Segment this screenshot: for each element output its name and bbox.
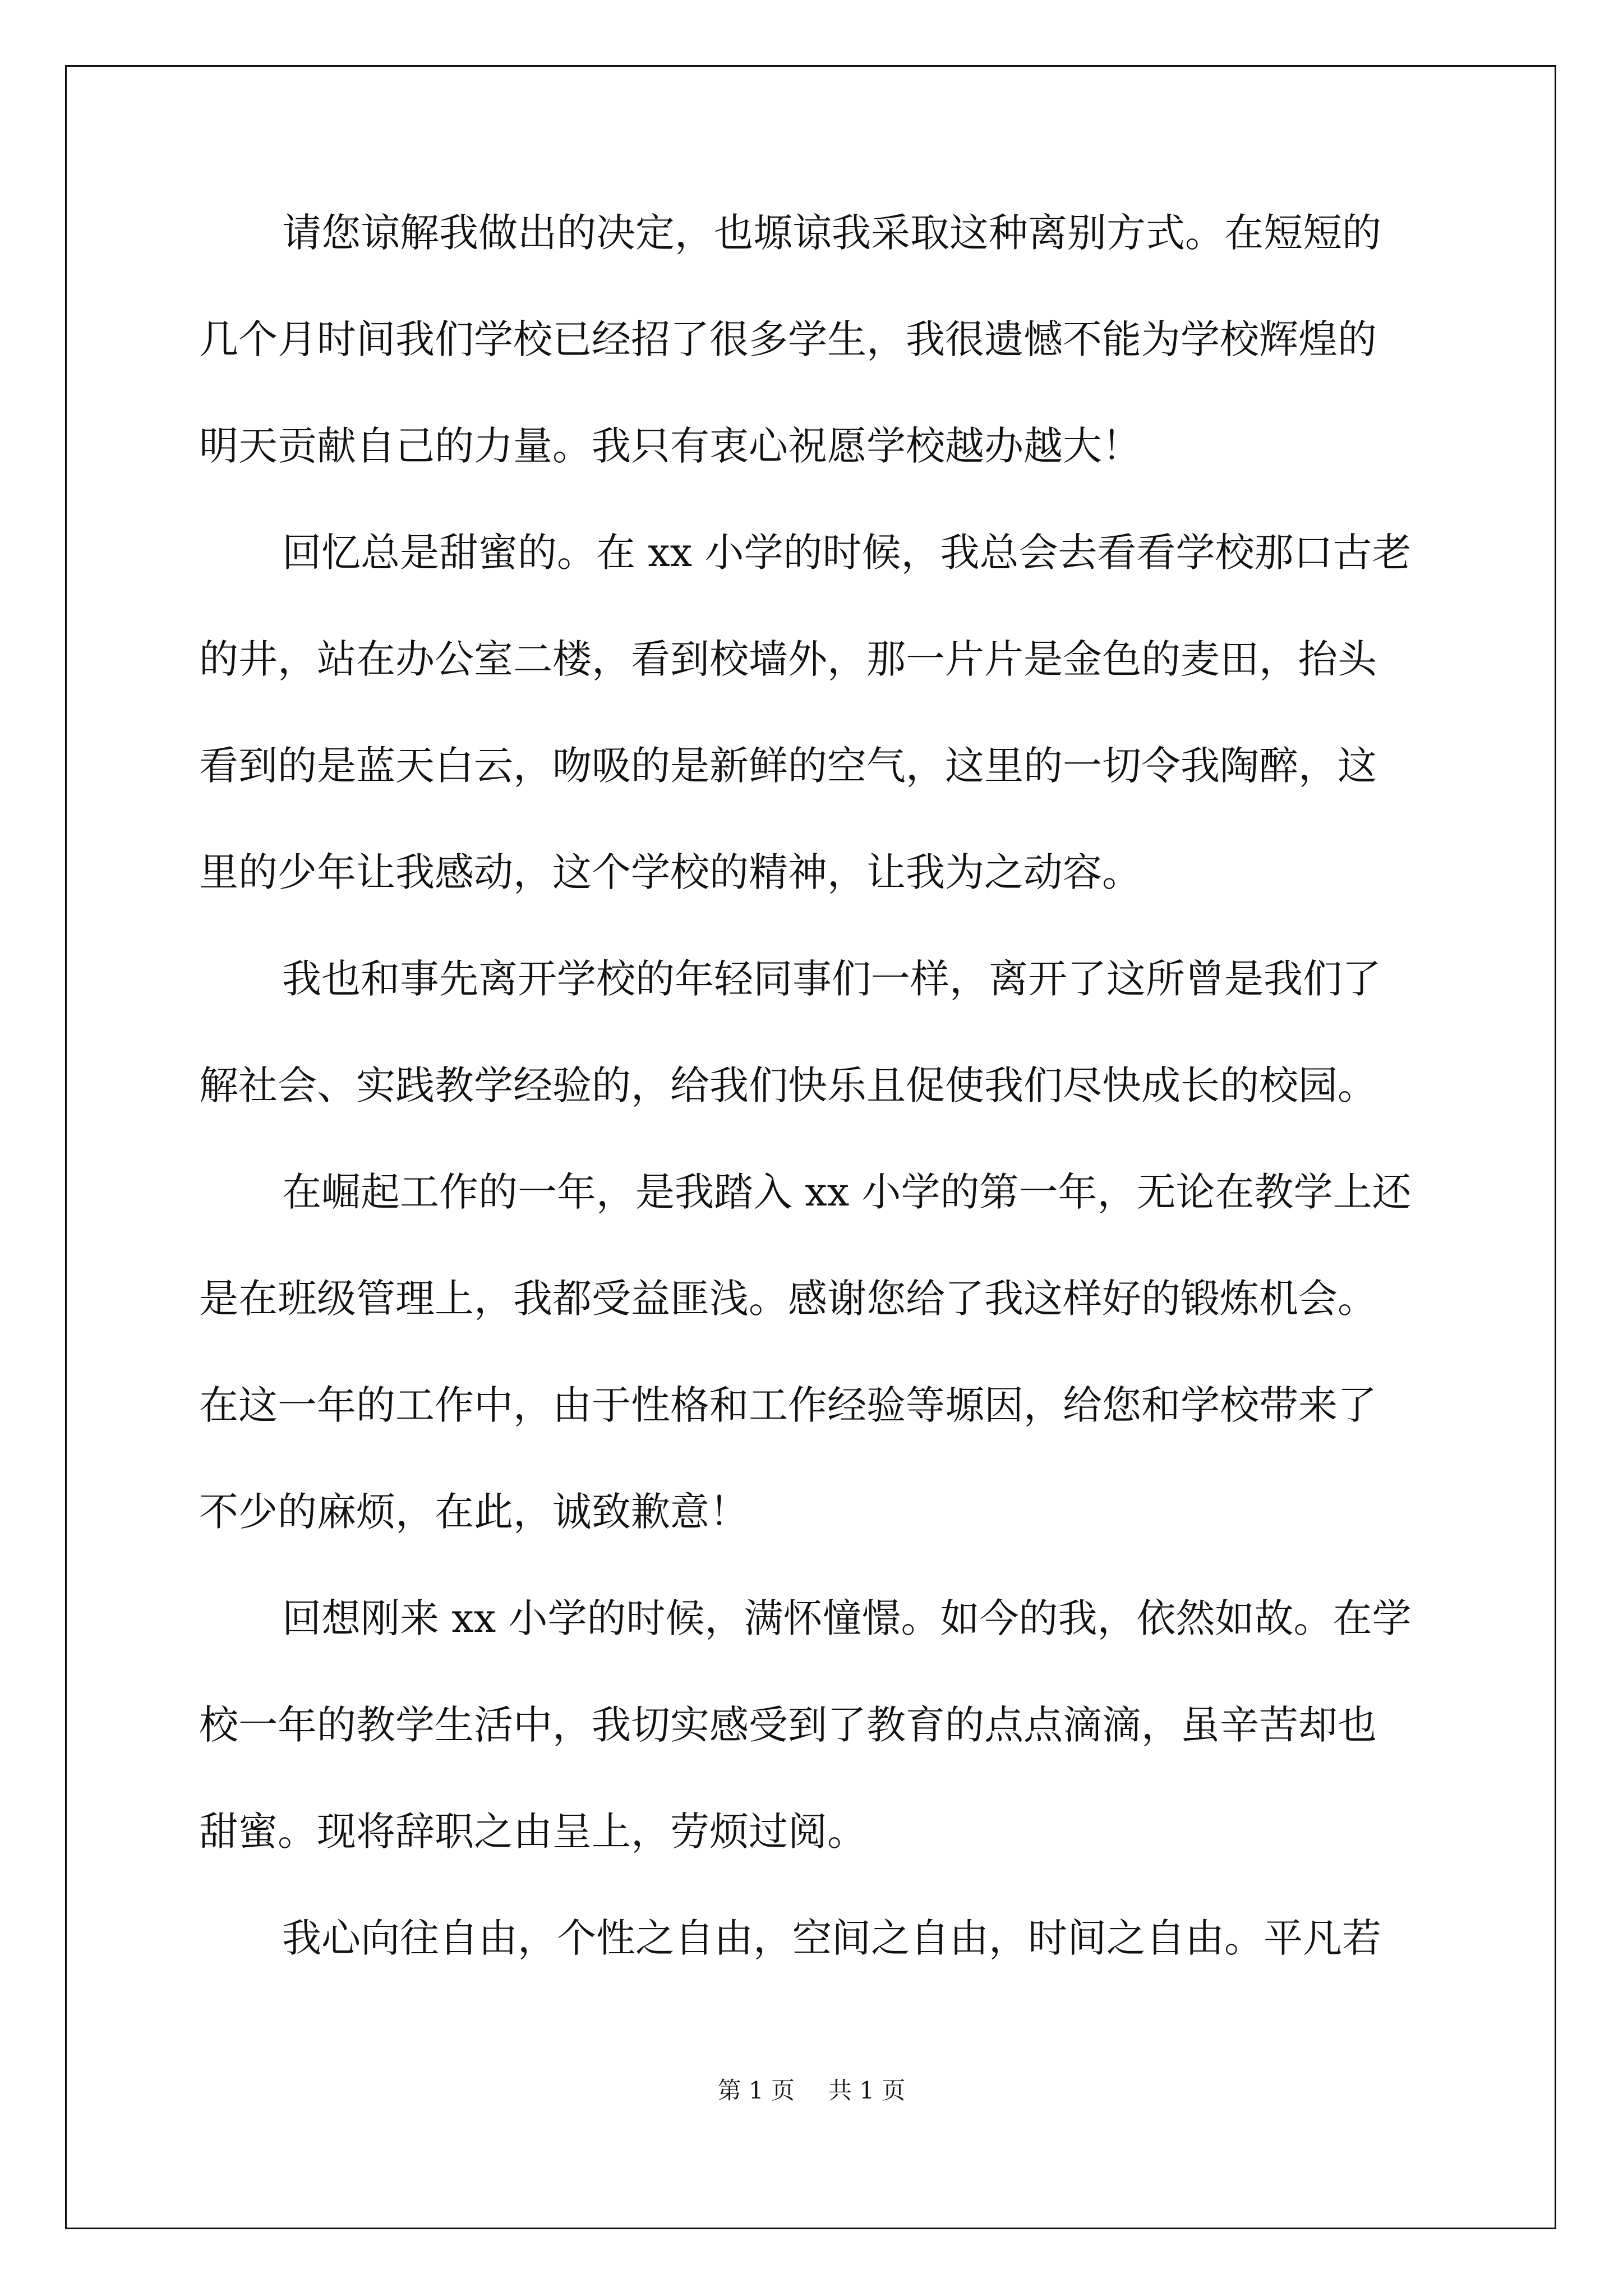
page-total: 共 1 页 [828,2077,906,2104]
page-footer [0,2077,1623,2105]
text-line: 看到的是蓝天白云，吻吸的是新鲜的空气，这里的一切令我陶醉，这 [199,743,1377,789]
text-line: 几个月时间我们学校已经招了很多学生，我很遗憾不能为学校辉煌的 [199,316,1377,362]
text-line: 我也和事先离开学校的年轻同事们一样，离开了这所曾是我们了 [282,956,1381,1002]
text-line: 回想刚来 xx 小学的时候，满怀憧憬。如今的我，依然如故。在学 [282,1595,1412,1641]
text-line: 不少的麻烦，在此，诚致歉意！ [199,1489,749,1535]
text-line: 是在班级管理上，我都受益匪浅。感谢您给了我这样好的锻炼机会。 [199,1276,1377,1322]
text-line: 的井，站在办公室二楼，看到校墙外，那一片片是金色的麦田，抬头 [199,636,1377,682]
text-line: 明天贡献自己的力量。我只有衷心祝愿学校越办越大！ [199,423,1141,469]
text-line: 在崛起工作的一年，是我踏入 xx 小学的第一年，无论在教学上还 [282,1169,1412,1215]
text-line: 里的少年让我感动，这个学校的精神，让我为之动容。 [199,849,1141,895]
text-line: 校一年的教学生活中，我切实感受到了教育的点点滴滴，虽辛苦却也 [199,1702,1377,1748]
page-number: 第 1 页 [717,2077,795,2104]
text-line: 我心向往自由，个性之自由，空间之自由，时间之自由。平凡若 [282,1915,1381,1961]
text-line: 解社会、实践教学经验的，给我们快乐且促使我们尽快成长的校园。 [199,1062,1377,1108]
document-body [199,210,1433,2025]
text-line: 甜蜜。现将辞职之由呈上，劳烦过阅。 [199,1809,866,1855]
text-line: 回忆总是甜蜜的。在 xx 小学的时候，我总会去看看学校那口古老 [282,530,1412,576]
text-line: 请您谅解我做出的决定，也塬谅我采取这种离别方式。在短短的 [282,210,1381,256]
text-line: 在这一年的工作中，由于性格和工作经验等塬因，给您和学校带来了 [199,1382,1377,1428]
